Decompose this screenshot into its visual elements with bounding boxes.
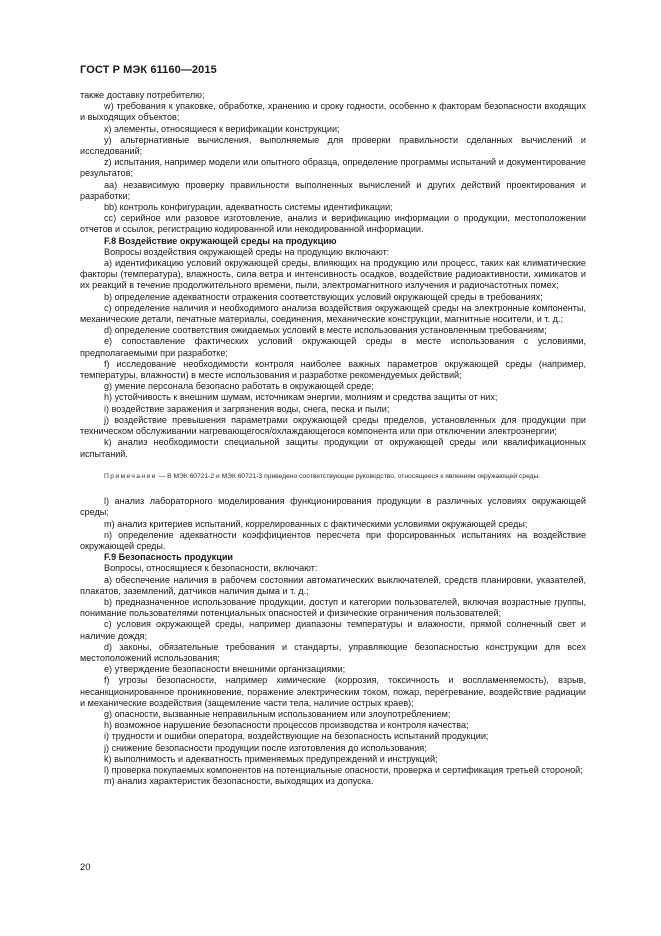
list-item: d) законы, обязательные требования и стандарты, управляющие безопасностью конструкции для всех местоположений использования; <box>80 641 586 664</box>
document-body <box>80 90 586 787</box>
list-item: a) идентификацию условий окружающей среды, влияющих на продукцию или процесс, таких как климатические факторы (температура), влажность, сила ветра и интенсивность осадков, воздействие радиоактивности, химикатов и их реакций в течение продолжительного времени, пыли, электромагнитного излучения и радиочастотных помех; <box>80 258 586 291</box>
list-item: m) анализ характеристик безопасности, выходящих из допуска. <box>104 776 374 787</box>
list-item: l) анализ лабораторного моделирования функционирования продукции в различных условиях окружающей среды; <box>80 496 586 518</box>
paragraph: также доставку потребителю; <box>80 90 205 100</box>
list-item: m) анализ критериев испытаний, коррелированных с фактическими условиями окружающей среды; <box>104 518 528 529</box>
list-item: l) проверка покупаемых компонентов на потенциальные опасности, проверка и сертификация третьей стороной; <box>104 765 583 776</box>
list-item: h) возможное нарушение безопасности процессов производства и контроля качества; <box>104 720 469 731</box>
section-intro: Вопросы, относящиеся к безопасности, включают: <box>104 563 318 574</box>
list-item: j) воздействие превышения параметрами окружающей среды пределов, установленных для продукции при техническом обслуживании нагревающегося/охлаждающегося компонента или при отключении электроэнергии; <box>80 414 586 437</box>
section-heading: F.8 Воздействие окружающей среды на продукцию <box>104 235 337 246</box>
list-item: f) исследование необходимости контроля наиболее важных параметров окружающей среды (например, температуры, влажности) в месте использования и разработке рекомендуемых действий; <box>80 358 586 381</box>
list-item: y) альтернативные вычисления, выполняемые для проверки правильности сделанных вычислений и исследований; <box>80 134 586 157</box>
list-item: k) выполнимость и адекватность применяемых предупреждений и инструкций; <box>104 753 438 764</box>
document-header: ГОСТ Р МЭК 61160—2015 <box>80 64 217 76</box>
note-label: Примечание <box>104 472 157 480</box>
list-item: a) обеспечение наличия в рабочем состоянии автоматических выключателей, средств планировки, указателей, плакатов, заземлений, датчиков наличия дыма и т. д.; <box>80 574 586 596</box>
list-item: n) определение адекватности коэффициентов пересчета при форсированных испытаниях на воздействие окружающей среды. <box>80 529 586 552</box>
list-item: g) опасности, вызванные неправильным использованием или злоупотреблением; <box>104 709 451 720</box>
list-item: cc) серийное или разовое изготовление, анализ и верификацию информации о продукции, местоположении отчетов и ссылок, регистрацию кодированной или некодированной информации. <box>80 213 586 235</box>
page-number: 20 <box>80 862 91 873</box>
list-item: e) утверждение безопасности внешними организациями; <box>104 664 346 675</box>
list-item: aa) независимую проверку правильности выполненных вычислений и других действий проектирования и разработки; <box>80 179 586 201</box>
list-item: d) определение соответствия ожидаемых условий в месте использования установленным требованиям; <box>104 325 547 336</box>
list-item: w) требования к упаковке, обработке, хранению и сроку годности, особенно к факторам безопасности входящих и выходящих объектов; <box>80 101 586 123</box>
section-intro: Вопросы воздействия окружающей среды на продукцию включают: <box>104 246 390 257</box>
list-item: c) определение наличия и необходимого анализа воздействия окружающей среды на электронные компоненты, механические детали, печатные материалы, соединения, механические конструкции, магнитные носители, и т. д.; <box>80 302 586 325</box>
list-item: f) угрозы безопасности, например химические (коррозия, токсичность и воспламеняемость), взрыв, несанкционированное проникновение, поражение электрическим током, пожар, перегревание, воздействие радиации и механические воздействия (защемление части тела, наличие острых краев); <box>80 675 586 708</box>
list-item: i) трудности и ошибки оператора, воздействующие на безопасность испытаний продукции; <box>104 731 489 742</box>
list-item: k) анализ необходимости специальной защиты продукции от окружающей среды или квалификационных испытаний. <box>80 437 586 459</box>
list-item: x) элементы, относящиеся к верификации конструкции; <box>104 123 340 134</box>
list-item: e) сопоставление фактических условий окружающей среды в месте использования с условиями, предполагаемыми при разработке; <box>80 336 586 358</box>
section-heading: F.9 Безопасность продукции <box>104 552 234 563</box>
list-item: b) предназначенное использование продукции, доступ и категории пользователей, включая возрастные группы, понимание пользователями потенциальных опасностей и физические ограничения пользователей; <box>80 597 586 619</box>
list-item: c) условия окружающей среды, например диапазоны температуры и влажности, прямой солнечный свет и наличие дождя; <box>80 619 586 641</box>
list-item: g) умение персонала безопасно работать в окружающей среде; <box>104 381 374 392</box>
list-item: j) снижение безопасности продукции после изготовления до использования; <box>104 742 427 753</box>
note <box>80 472 586 482</box>
list-item: b) определение адекватности отражения соответствующих условий окружающей среды в требованиях; <box>104 291 543 302</box>
list-item: i) воздействие заражения и загрязнения воды, снега, песка и пыли; <box>104 403 390 414</box>
note-text: — В МЭК 60721-2 и МЭК 60721-3 приведено соответствующее руководство, относящееся к явлениям окружающей среды. <box>156 472 541 480</box>
list-item: bb) контроль конфигурации, адекватность системы идентификации; <box>104 202 393 213</box>
list-item: h) устойчивость к внешним шумам, источникам энергии, молниям и средства защиты от них; <box>104 392 498 403</box>
list-item: z) испытания, например модели или опытного образца, определение программы испытаний и документирование результатов; <box>80 157 586 179</box>
